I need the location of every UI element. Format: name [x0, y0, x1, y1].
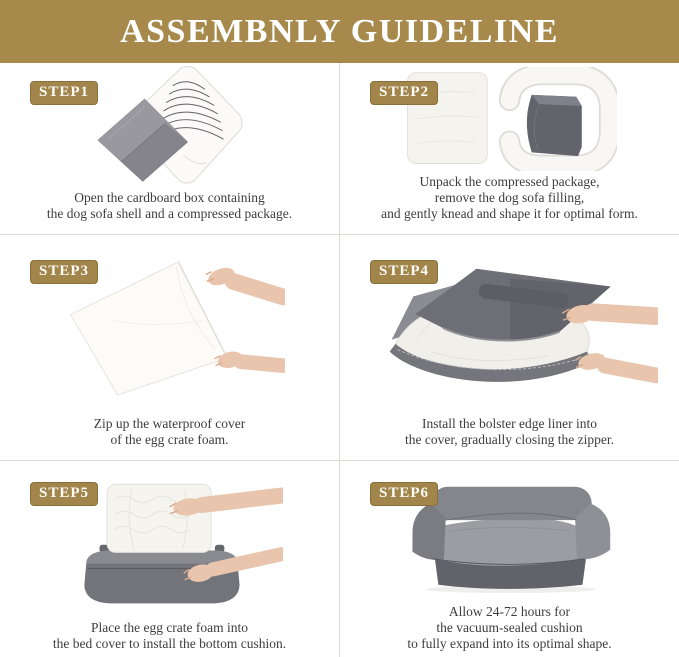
egg-crate-foam — [107, 484, 211, 552]
step1-caption — [47, 190, 292, 234]
step4-caption — [405, 416, 614, 460]
step2-caption — [381, 174, 638, 234]
steps-grid — [0, 63, 679, 657]
caption-line: the bed cover to install the bottom cushion. — [52, 636, 287, 652]
step6-cell — [340, 461, 679, 657]
step3-cell — [0, 235, 340, 461]
gray-corner-cushion — [527, 95, 582, 156]
upper-hand — [205, 265, 283, 298]
caption-line: the cover, gradually closing the zipper. — [404, 432, 614, 448]
step5-caption — [53, 620, 286, 657]
caption-line: of the egg crate foam. — [110, 432, 229, 448]
caption-line: Place the egg crate foam into — [90, 620, 249, 636]
assembled-dog-sofa — [412, 486, 610, 592]
caption-line: Unpack the compressed package, — [419, 174, 600, 190]
caption-line: Install the bolster edge liner into — [421, 416, 598, 432]
step5-badge: STEP5 — [30, 482, 98, 506]
step3-caption — [94, 416, 245, 460]
caption-line: to fully expand into its optimal shape. — [407, 636, 612, 652]
step4-badge: STEP4 — [370, 260, 438, 284]
upper-hand — [170, 495, 282, 517]
caption-line: remove the dog sofa filling, — [434, 190, 585, 206]
header-banner — [0, 0, 679, 63]
step2-cell — [340, 63, 679, 235]
caption-line: Allow 24-72 hours for — [448, 604, 571, 620]
page-title: ASSEMBNLY GUIDELINE — [120, 12, 559, 50]
step4-cell — [340, 235, 679, 461]
step1-illustration — [90, 65, 250, 189]
caption-line: Zip up the waterproof cover — [93, 416, 246, 432]
caption-line: and gently knead and shape it for optimal form. — [381, 206, 638, 222]
step6-caption — [407, 604, 611, 657]
step1-badge: STEP1 — [30, 81, 98, 105]
step2-badge: STEP2 — [370, 81, 438, 105]
step3-badge: STEP3 — [30, 260, 98, 284]
step1-cell — [0, 63, 340, 235]
step6-badge: STEP6 — [370, 482, 438, 506]
caption-line: the dog sofa shell and a compressed package. — [46, 206, 293, 222]
step2-illustration-wrap — [340, 63, 679, 174]
caption-line: the vacuum-sealed cushion — [436, 620, 583, 636]
caption-line: Open the cardboard box containing — [74, 190, 265, 206]
step5-cell — [0, 461, 340, 657]
